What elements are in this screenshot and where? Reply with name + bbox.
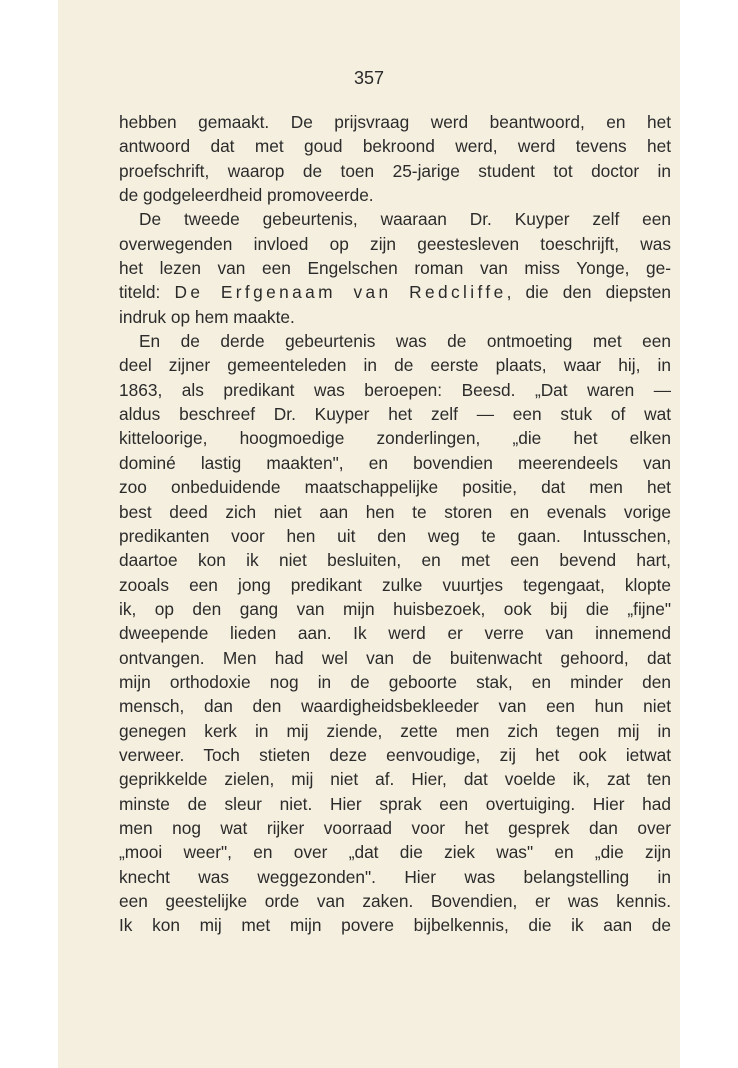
text-line: geprikkelde zielen, mij niet af. Hier, dat voelde ik, zat ten bbox=[119, 769, 671, 790]
text-line: proefschrift, waarop de toen 25-jarige student tot doctor in bbox=[119, 160, 671, 181]
text-line: het lezen van een Engelschen roman van miss Yonge, ge- bbox=[119, 258, 671, 279]
text-line: verweer. Toch stieten deze eenvoudige, zij het ook ietwat bbox=[119, 744, 671, 765]
text-line: genegen kerk in mij ziende, zette men zich tegen mij in bbox=[119, 720, 671, 741]
text-fragment: , die den diepsten bbox=[506, 282, 671, 303]
text-line: ik, op den gang van mijn huisbezoek, ook bij die „fijne" bbox=[119, 598, 671, 619]
text-line: hebben gemaakt. De prijsvraag werd beantwoord, en het bbox=[119, 112, 671, 132]
text-line: aldus beschreef Dr. Kuyper het zelf — een stuk of wat bbox=[119, 404, 671, 425]
text-line: ontvangen. Men had wel van de buitenwacht gehoord, dat bbox=[119, 647, 671, 668]
text-line: De tweede gebeurtenis, waaraan Dr. Kuyper zelf een bbox=[139, 209, 671, 230]
text-fragment: titeld: bbox=[119, 282, 175, 303]
text-line: minste de sleur niet. Hier sprak een overtuiging. Hier had bbox=[119, 793, 671, 814]
text-line: de godgeleerdheid promoveerde. bbox=[119, 185, 374, 206]
book-title: De Erfgenaam van Redcliffe bbox=[174, 282, 507, 303]
text-line: daartoe kon ik niet besluiten, en met een bevend hart, bbox=[119, 550, 671, 571]
text-line: zoo onbeduidende maatschappelijke positie, dat men het bbox=[119, 477, 671, 498]
text-line: En de derde gebeurtenis was de ontmoeting met een bbox=[139, 331, 671, 352]
text-line: mensch, dan den waardigheidsbekleeder van een hun niet bbox=[119, 696, 671, 717]
text-line: predikanten voor hen uit den weg te gaan. Intusschen, bbox=[119, 525, 671, 546]
book-page bbox=[58, 0, 680, 1068]
body-text bbox=[119, 110, 671, 938]
text-line: kitteloorige, hoogmoedige zonderlingen, „die het elken bbox=[119, 428, 671, 449]
text-line: een geestelijke orde van zaken. Bovendien, er was kennis. bbox=[119, 891, 671, 911]
text-line: mijn orthodoxie nog in de geboorte stak, en minder den bbox=[119, 671, 671, 692]
text-line bbox=[119, 280, 671, 304]
text-line: „mooi weer", en over „dat die ziek was" en „die zijn bbox=[119, 842, 671, 863]
text-line: indruk op hem maakte. bbox=[119, 306, 295, 327]
text-line: knecht was weggezonden". Hier was belangstelling in bbox=[119, 866, 671, 887]
text-line: men nog wat rijker voorraad voor het gesprek dan over bbox=[119, 817, 671, 838]
text-line: deel zijner gemeenteleden in de eerste plaats, waar hij, in bbox=[119, 355, 671, 376]
text-line: 1863, als predikant was beroepen: Beesd. „Dat waren — bbox=[119, 379, 671, 400]
page-number: 357 bbox=[353, 68, 385, 88]
text-line: dweepende lieden aan. Ik werd er verre van innemend bbox=[119, 623, 671, 644]
text-line: best deed zich niet aan hen te storen en evenals vorige bbox=[119, 501, 671, 522]
text-line: Ik kon mij met mijn povere bijbelkennis, die ik aan de bbox=[119, 915, 671, 936]
text-line: overwegenden invloed op zijn geestesleven toeschrijft, was bbox=[119, 233, 671, 254]
text-line: zooals een jong predikant zulke vuurtjes tegengaat, klopte bbox=[119, 574, 671, 595]
text-line: dominé lastig maakten", en bovendien meerendeels van bbox=[119, 452, 671, 473]
text-line: antwoord dat met goud bekroond werd, werd tevens het bbox=[119, 136, 671, 157]
